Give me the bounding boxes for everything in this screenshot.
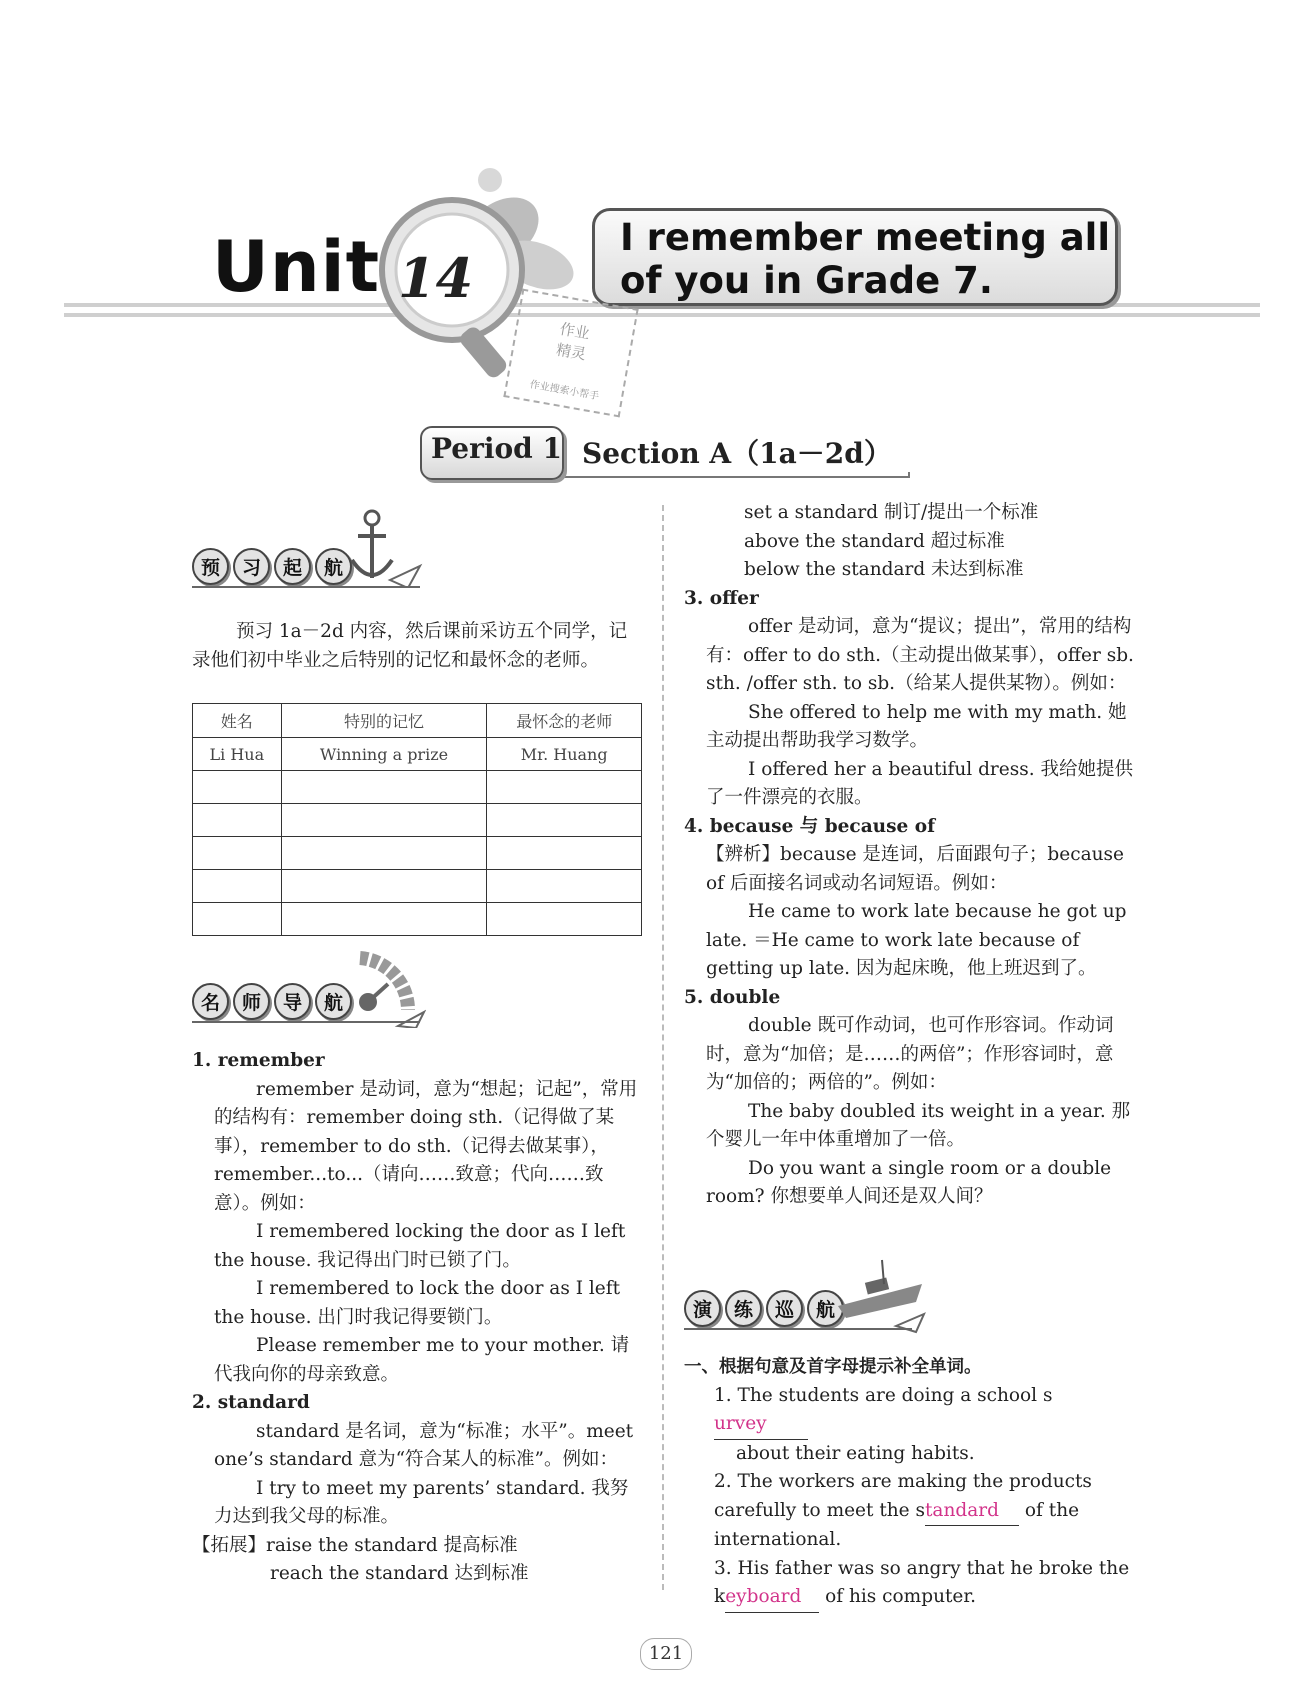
because-heading: 4. because 与 because of: [684, 815, 936, 837]
table-cell-empty[interactable]: [193, 870, 282, 903]
badge-char: 航: [807, 1290, 844, 1327]
question-3: [684, 1555, 1136, 1613]
battleship-icon: [836, 1254, 928, 1334]
badge-char: 预: [192, 548, 229, 585]
question-2-text: 2. The workers are making the products carefully to meet the s: [714, 1471, 1092, 1521]
table-header-cell: 姓名: [193, 704, 282, 738]
anchor-icon: [350, 508, 424, 588]
table-row: [193, 771, 642, 804]
practice-badge-line: [684, 1324, 912, 1330]
standard-extension-4: above the standard 超过标准: [744, 530, 1005, 552]
preview-intro: 预习 1a－2d 内容，然后课前采访五个同学，记录他们初中毕业之后特别的记忆和最怀念的老师。: [192, 621, 628, 671]
section-label: Section A（1a－2d）: [582, 437, 892, 470]
unit-word: Unit: [212, 226, 381, 308]
question-2-answer[interactable]: tandard: [925, 1497, 1019, 1527]
unit-title-line2: of you in Grade 7.: [620, 259, 993, 302]
badge-char: 名: [192, 983, 229, 1020]
table-cell-empty[interactable]: [281, 903, 487, 936]
table-cell-empty[interactable]: [281, 870, 487, 903]
header-rule-bottom: [64, 313, 1260, 317]
practice-instruction: 一、根据句意及首字母提示补全单词。: [684, 1357, 982, 1377]
stamp-line2: 精灵: [554, 340, 588, 364]
badge-char: 演: [684, 1290, 721, 1327]
question-1-text: 1. The students are doing a school s: [714, 1384, 1053, 1406]
guide-badge-line: [192, 1017, 420, 1023]
stamp-line1: 作业: [558, 319, 592, 343]
double-example-2: Do you want a single room or a double room? 你想要单人间还是双人间？: [706, 1157, 1112, 1207]
table-header-cell: 最怀念的老师: [487, 704, 642, 738]
guide-left-content: [192, 1047, 640, 1589]
table-cell-empty[interactable]: [487, 870, 642, 903]
guide-right-content: [684, 499, 1136, 1212]
badge-char: 巡: [766, 1290, 803, 1327]
remember-example-3: Please remember me to your mother. 请代我向你的母亲致意。: [214, 1335, 630, 1385]
practice-section: [684, 1353, 1136, 1613]
gauge-icon: [346, 948, 426, 1028]
badge-char: 航: [315, 548, 352, 585]
table-cell: Li Hua: [193, 738, 282, 771]
column-divider: [662, 505, 664, 1590]
table-cell-empty[interactable]: [487, 903, 642, 936]
offer-heading: 3. offer: [684, 587, 759, 609]
question-3-tail: of his computer.: [825, 1586, 977, 1607]
unit-title: [620, 216, 1110, 302]
question-2-tail: of the international.: [714, 1499, 1080, 1550]
table-row: [193, 837, 642, 870]
unit-number: 14: [398, 246, 474, 310]
table-cell-empty[interactable]: [487, 804, 642, 837]
preview-badge: [192, 548, 352, 585]
practice-badge: [684, 1290, 844, 1327]
double-example-1: The baby doubled its weight in a year. 那个婴儿一年中体重增加了一倍。: [706, 1100, 1131, 1150]
standard-extension-3: set a standard 制订/提出一个标准: [744, 502, 1039, 523]
badge-char: 航: [315, 983, 352, 1020]
offer-example-2: I offered her a beautiful dress. 我给她提供了一件漂亮的衣服。: [706, 758, 1133, 808]
badge-char: 导: [274, 983, 311, 1020]
question-1-answer[interactable]: urvey: [714, 1410, 808, 1440]
table-row: [193, 903, 642, 936]
page-number: 121: [640, 1638, 692, 1670]
period-label: Period 1: [431, 432, 562, 465]
app-stamp-logo: [503, 289, 638, 418]
table-cell: Winning a prize: [281, 738, 487, 771]
table-row: [193, 738, 642, 771]
table-cell: Mr. Huang: [487, 738, 642, 771]
double-heading: 5. double: [684, 986, 781, 1008]
table-cell-empty[interactable]: [487, 837, 642, 870]
remember-example-1: I remembered locking the door as I left the house. 我记得出门时已锁了门。: [214, 1221, 626, 1271]
table-cell-empty[interactable]: [193, 771, 282, 804]
remember-explanation: remember 是动词，意为“想起；记起”，常用的结构有：remember doing sth.（记得做了某事），remember to do sth.（记得去做某事），remember...to...（请向……致意；代向……致意）。例如：: [214, 1078, 638, 1214]
table-row: [193, 870, 642, 903]
standard-extension-1: 【拓展】raise the standard 提高标准: [192, 1534, 518, 1556]
offer-example-1: She offered to help me with my math. 她主动提出帮助我学习数学。: [706, 701, 1127, 751]
table-cell-empty[interactable]: [281, 771, 487, 804]
table-cell-empty[interactable]: [193, 804, 282, 837]
unit-title-line1: I remember meeting all: [620, 216, 1111, 259]
standard-heading: 2. standard: [192, 1392, 310, 1413]
table-header-row: [193, 704, 642, 738]
table-cell-empty[interactable]: [281, 804, 487, 837]
table-cell-empty[interactable]: [281, 837, 487, 870]
badge-char: 起: [274, 548, 311, 585]
memory-table: [192, 703, 642, 936]
standard-explanation: standard 是名词，意为“标准；水平”。meet one’s standard 意为“符合某人的标准”。例如：: [214, 1420, 634, 1470]
standard-extension-2: reach the standard 达到标准: [270, 1563, 529, 1584]
double-explanation: double 既可作动词，也可作形容词。作动词时，意为“加倍；是……的两倍”；作形容词时，意为“加倍的；两倍的”。例如：: [706, 1015, 1114, 1093]
standard-example-1: I try to meet my parents’ standard. 我努力达到我父母的标准。: [214, 1477, 629, 1527]
remember-heading: 1. remember: [192, 1050, 325, 1071]
offer-explanation: offer 是动词，意为“提议；提出”，常用的结构有：offer to do sth.（主动提出做某事），offer sb. sth. /offer sth. to sb.（给某人提供某物）。例如：: [706, 616, 1134, 694]
table-cell-empty[interactable]: [193, 903, 282, 936]
standard-extension-5: below the standard 未达到标准: [744, 559, 1024, 580]
table-cell-empty[interactable]: [487, 771, 642, 804]
question-1-tail: about their eating habits.: [736, 1442, 975, 1464]
question-3-text: 3. His father was so angry that he broke the k: [714, 1557, 1130, 1607]
question-2: [684, 1468, 1136, 1555]
badge-char: 练: [725, 1290, 762, 1327]
table-header-cell: 特别的记忆: [281, 704, 487, 738]
question-1: [684, 1382, 1136, 1469]
stamp-line3: 作业搜索小帮手: [528, 379, 600, 403]
because-explanation: 【辨析】because 是连词，后面跟句子；because of 后面接名词或动名词短语。例如：: [706, 844, 1124, 894]
badge-char: 习: [233, 548, 270, 585]
badge-char: 师: [233, 983, 270, 1020]
table-cell-empty[interactable]: [193, 837, 282, 870]
preview-badge-line: [192, 582, 420, 588]
question-3-answer[interactable]: eyboard: [725, 1583, 819, 1613]
remember-example-2: I remembered to lock the door as I left the house. 出门时我记得要锁门。: [214, 1278, 621, 1328]
table-row: [193, 804, 642, 837]
because-example-1: He came to work late because he got up late. ＝He came to work late because of getting up late. 因为起床晚，他上班迟到了。: [706, 901, 1127, 979]
guide-badge: [192, 983, 352, 1020]
